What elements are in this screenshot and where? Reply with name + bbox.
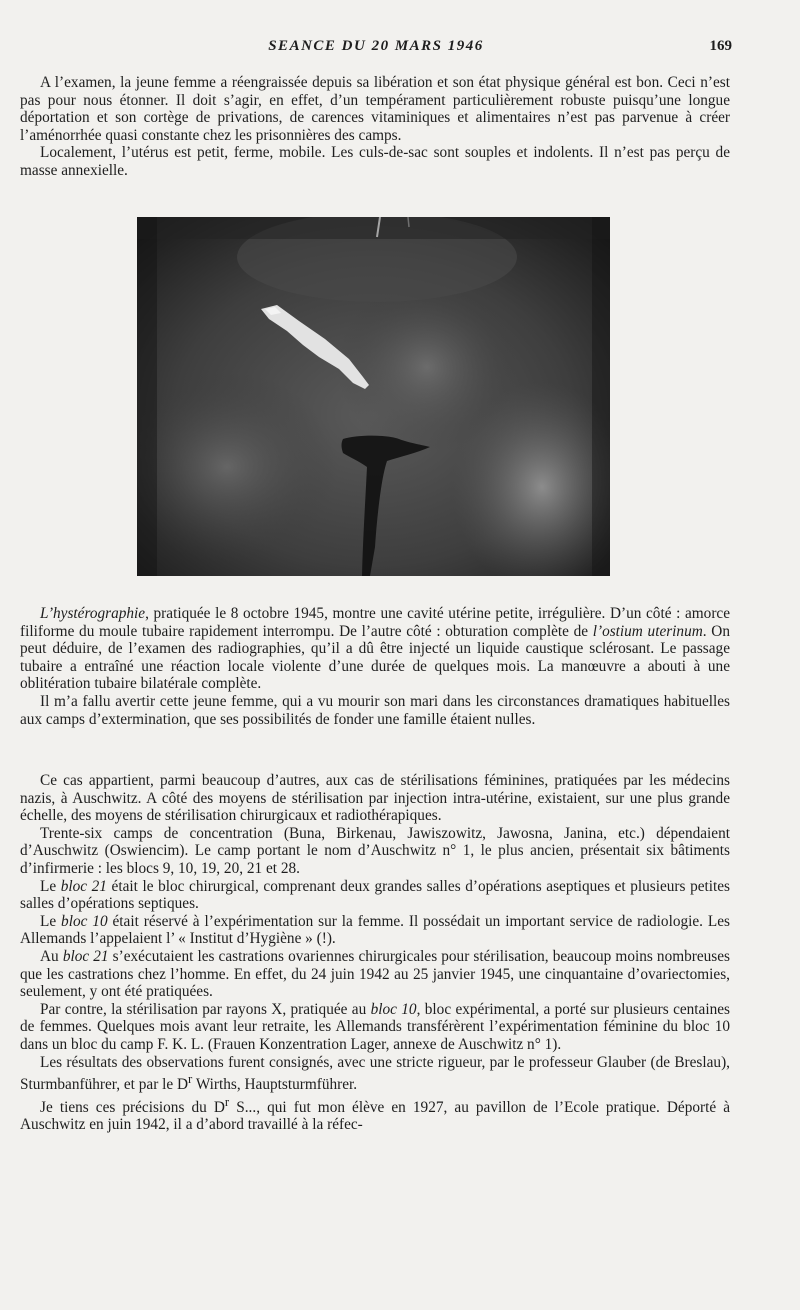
hysterogram-xray-icon (137, 217, 610, 576)
hysterogram-image (137, 217, 610, 576)
superscript: r (188, 1072, 193, 1087)
paragraph: Localement, l’utérus est petit, ferme, mobile. Les culs-de-sac sont souples et indolents. Il n’est pas perçu de masse annexielle. (20, 144, 730, 179)
text-span: S..., qui fut mon élève en 1927, au pavillon de l’Ecole pratique. Déporté à Auschwitz en juin 1942, il a d’abord travaillé à la réfec- (20, 1098, 731, 1134)
text-span: Les résultats des observations furent consignés, avec une stricte rigueur, par le professeur Glauber (de Breslau), Sturmbanführer, et par le D (20, 1053, 730, 1094)
paragraph (20, 913, 730, 948)
paragraph: Il m’a fallu avertir cette jeune femme, qui a vu mourir son mari dans les circonstances dramatiques habituelles aux camps d’extermination, que ses possibilités de fonder une famille étaient nulles. (20, 692, 730, 728)
term-italic: L’hystérographie (40, 605, 146, 622)
hysterography-section (20, 605, 730, 728)
paragraph (20, 878, 730, 913)
text-span: Le (40, 877, 61, 895)
paragraph: A l’examen, la jeune femme a réengraissée depuis sa libération et son état physique général est bon. Ceci n’est pas pour nous étonner. Il doit s’agir, en effet, d’un tempérament particulièrement robuste puisqu’une longue déportation et son cortège de privations, de carences vitaminiques et alimentaires n’est pas parvenue à créer l’aménorrhée quasi constante chez les prisonnières des camps. (20, 74, 730, 144)
bloc-italic: bloc 21 (62, 947, 109, 965)
text-span: . On peut déduire, de l’examen des radiographies, qu’il a dû être injecté un liquide caustique sclérosant. Le passage tubaire a entraîné une réaction locale violente d’une durée de quelques mois. La manœuvre a abouti à une oblitération tubaire bilatérale complète. (20, 622, 730, 693)
paragraph (20, 948, 730, 1001)
text-span: était le bloc chirurgical, comprenant deux grandes salles d’opérations aseptiques et plusieurs petites salles d’opérations septiques. (20, 877, 730, 913)
text-span: , bloc expérimental, a porté sur plusieurs centaines de femmes. Quelques mois avant leur retraite, les Allemands transférèrent l’expérimentation féminine du bloc 10 dans un bloc du camp F. K. L. (Frauen Konzentration Lager, annexe de Auschwitz n° 1). (20, 1000, 730, 1053)
text-span: Le (40, 912, 62, 930)
main-section (20, 772, 730, 1134)
running-title: SEANCE DU 20 MARS 1946 (268, 38, 484, 54)
text-span: était réservé à l’expérimentation sur la femme. Il possédait un important service de radiologie. Les Allemands l’appelaient l’ « Institut d’Hygiène » (!). (20, 912, 730, 948)
bloc-italic: bloc 10 (61, 912, 108, 930)
bloc-italic: bloc 21 (60, 877, 107, 895)
text-span: , pratiquée le 8 octobre 1945, montre une cavité utérine petite, irrégulière. D’un côté : amorce filiforme du moule tubaire rapidement interrompu. De l’autre côté : obturation complète de (20, 605, 730, 640)
paragraph: Ce cas appartient, parmi beaucoup d’autres, aux cas de stérilisations féminines, pratiquées par les médecins nazis, à Auschwitz. A côté des moyens de stérilisation par injection intra-utérine, existaient, sur une plus grande échelle, des moyens de stérilisation chirurgicaux et radiothérapiques. (20, 772, 730, 825)
text-span: Wirths, Hauptsturmführer. (192, 1076, 358, 1094)
running-header (20, 38, 732, 60)
text-span: s’exécutaient les castrations ovariennes chirurgicales pour stérilisation, beaucoup moins nombreuses que les castrations chez l’homme. En effet, du 24 juin 1942 au 25 janvier 1945, une cinquantaine d’ovariectomies, seulement, y ont été pratiquées. (20, 947, 730, 1001)
intro-section (20, 74, 730, 180)
paragraph: Trente-six camps de concentration (Buna, Birkenau, Jawiszowitz, Jawosna, Janina, etc.) dépendaient d’Auschwitz (Oswiencim). Le camp portant le nom d’Auschwitz n° 1, le plus ancien, présentait six bâtiments d’infirmerie : les blocs 9, 10, 19, 20, 21 et 28. (20, 824, 730, 877)
text-span: Je tiens ces précisions du D (40, 1098, 225, 1116)
paragraph (20, 1094, 730, 1134)
bloc-italic: bloc 10 (370, 1000, 417, 1018)
paragraph (20, 1054, 730, 1094)
page-number: 169 (709, 38, 732, 54)
superscript: r (224, 1094, 230, 1109)
term-italic: l’ostium uterinum (592, 622, 703, 640)
text-span: Par contre, la stérilisation par rayons X, pratiquée au (40, 1000, 371, 1018)
text-span: Au (40, 947, 63, 965)
paragraph (20, 1001, 730, 1054)
paragraph (20, 605, 730, 693)
